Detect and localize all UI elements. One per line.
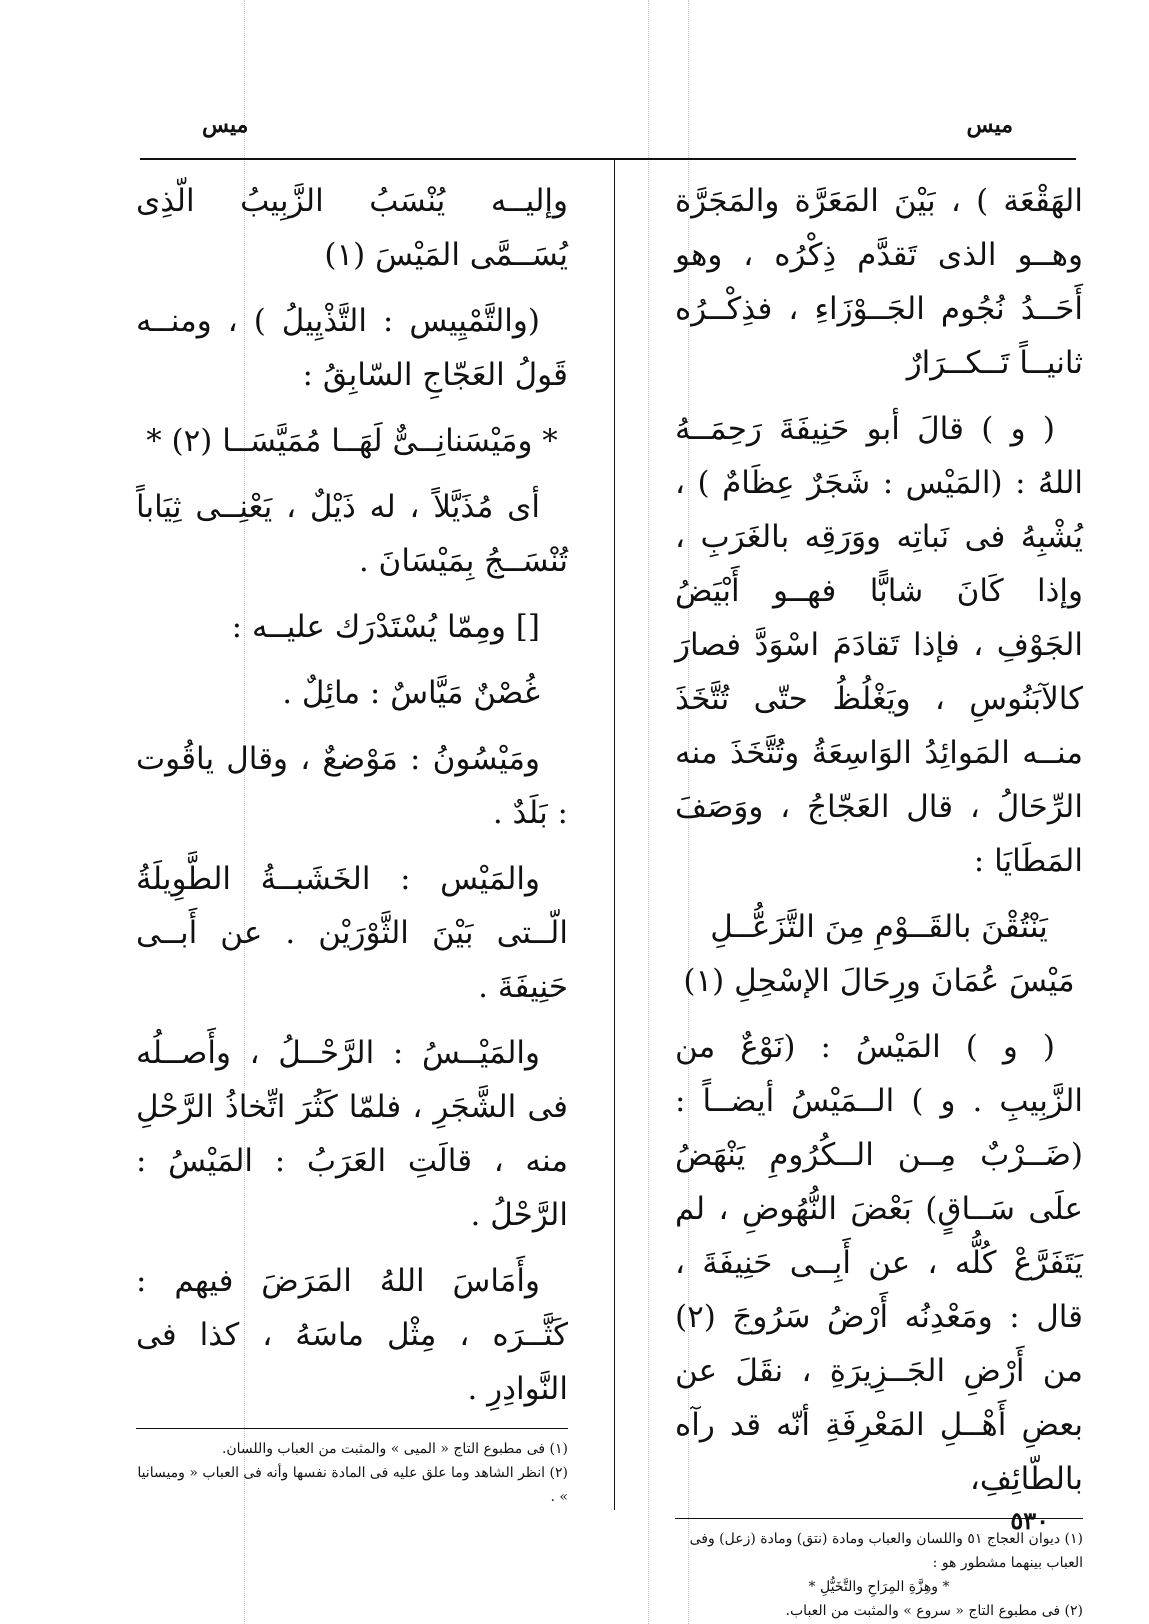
entry-paragraph: ومَيْسُونُ : مَوْضعٌ ، وقال ياقُوت : بَلَدٌ . <box>136 741 568 831</box>
verse-line: يَنْتُقْنَ بالقَــوْمِ مِنَ التَّزَعُّــلِ <box>710 909 1048 945</box>
footnote: (٢) فى مطبوع التاج « سروع » والمثبت من العباب. <box>785 1603 1083 1619</box>
page-number: ٥٣٠ <box>1010 1506 1049 1535</box>
verse-couplet <box>675 900 1083 1008</box>
entry-paragraph: أى مُذَيَّلاً ، له ذَيْلٌ ، يَعْنِــى ثِيَاباً تُنْسَــجُ بِمَيْسَانَ . <box>136 489 568 579</box>
footnote: (٢) انظر الشاهد وما علق عليه فى المادة نفسها وأنه فى العباب « وميسانيا » . <box>137 1465 568 1505</box>
footnote: (١) فى مطبوع التاج « الميى » والمثبت من العباب واللسان. <box>221 1441 568 1457</box>
entry-paragraph: وإليــه يُنْسَبُ الزَّبِيبُ الّذِى يُسَــمَّى المَيْسَ (١) <box>136 183 568 273</box>
footnote-verse: * وهِزَّةِ المِرَاحِ والتَّخَيُّلِ * <box>808 1579 950 1595</box>
entry-paragraph: ( و ) قالَ أبو حَنِيفَةَ رَحِمَــهُ اللهُ : (المَيْس : شَجَرٌ عِظَامٌ ) ، يُشْبِهُ فى نَباتِه ووَرَقِه بالغَرَبِ ، وإذا كَانَ شابًّا فهــو أَبْيَضُ الجَوْفِ ، فإذا تَقادَمَ اسْوَدَّ فصارَ كالآبَنُوسِ ، ويَغْلُظُ حتّى تُتَّخَذَ منــه المَوائِدُ الوَاسِعَةُ وتُتَّخَذَ منه الرِّحَالُ ، قال العَجّاجُ ، ووَصَفَ المَطَايَا : <box>675 411 1083 879</box>
running-head-left: ميس <box>202 112 249 138</box>
entry-paragraph: غُصْنٌ مَيَّاسٌ : مائِلٌ . <box>282 675 540 711</box>
entry-paragraph: ( و ) المَيْسُ : (نَوْعٌ من الزَّبِيبِ . و ) الــمَيْسُ أيضــاً : (ضَــرْبٌ مِــن الــكُرُومِ يَنْهَضُ علَى سَــاقٍ) بَعْضَ النُّهُوضِ ، لم يَتَفَرَّعْ كُلُّه ، عن أَبِــى حَنِيفَةَ ، قال : ومَعْدِنُه أَرْضُ سَرُوجَ (٢) من أَرْضِ الجَــزِيرَةِ ، نقَلَ عن بعضِ أَهْــلِ المَعْرِفَةِ أنّه قد رآه بالطّائِفِ، <box>675 1029 1083 1497</box>
running-head-right: ميس <box>966 112 1013 138</box>
header-rule <box>140 158 1076 160</box>
footnote-rule <box>136 1428 568 1429</box>
entry-paragraph: (والتَّمْيِيس : التَّذْيِيلُ ) ، ومنــه قَولُ العَجّاجِ السّابِقُ : <box>136 303 568 393</box>
entry-paragraph: الهَقْعَة ) ، بَيْنَ المَعَرَّة والمَجَرَّة وهــو الذى تَقدَّم ذِكْرُه ، وهو أَحَــدُ نُجُوم الجَــوْزَاءِ ، فذِكْــرُه ثانيــاً تَــكــرَارٌ <box>675 183 1083 381</box>
footnote: (١) ديوان العجاج ٥١ واللسان والعباب ومادة (نتق) ومادة (زعل) وفى العباب بينهما مشطور هو : <box>689 1531 1083 1571</box>
entry-paragraph: [] ومِمّا يُسْتَدْرَك عليــه : <box>231 609 540 645</box>
verse-line: * ومَيْسَنانِــىٌّ لَهَــا مُمَيَّسَــا (٢) * <box>146 423 558 459</box>
verse-line: مَيْسَ عُمَانَ ورِحَالَ الإسْحِلِ (١) <box>683 963 1075 999</box>
entry-paragraph: والمَيْس : الخَشَبــةُ الطَّوِيلَةُ الّــتى بَيْنَ الثَّوْرَيْن . عن أَبــى حَنِيفَةَ . <box>136 861 568 1005</box>
entry-paragraph: وأَمَاسَ اللهُ المَرَضَ فيهم : كَثَّــرَه ، مِثْل ماسَهُ ، كذا فى النَّوادِرِ . <box>136 1263 568 1407</box>
entry-paragraph: والمَيْــسُ : الرَّحْــلُ ، وأَصــلُه فى الشَّجَرِ ، فلمّا كَثُرَ اتِّخاذُ الرَّحْلِ منه ، قالَتِ العَرَبُ : المَيْسُ : الرَّحْلُ . <box>136 1035 568 1233</box>
right-column <box>675 174 1083 1623</box>
column-divider <box>614 160 615 1510</box>
left-column <box>136 174 568 1509</box>
scan-fold-line <box>648 0 649 1624</box>
